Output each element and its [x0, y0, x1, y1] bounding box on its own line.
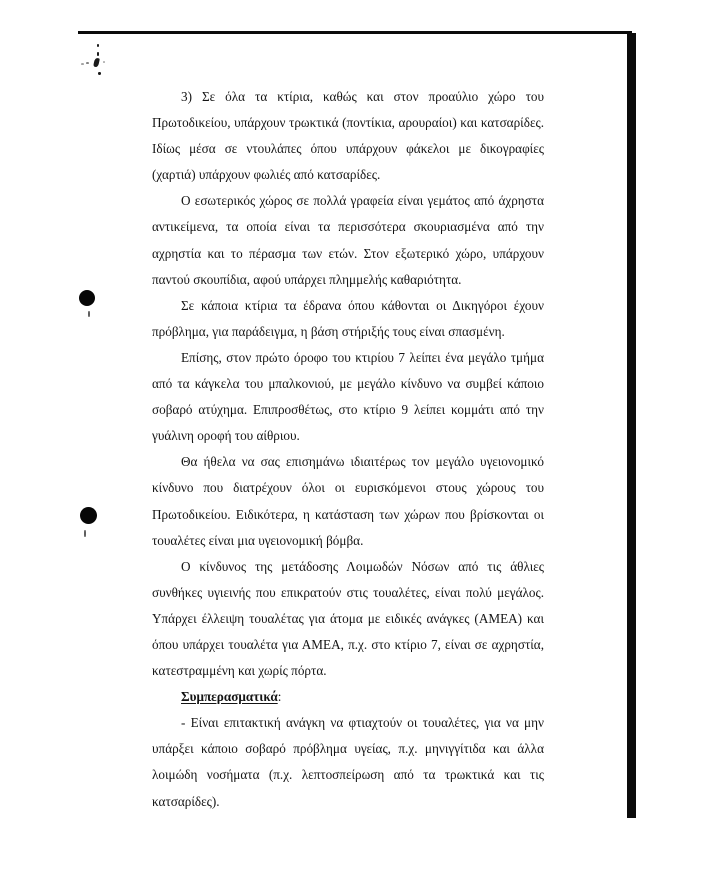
- paragraph-4: Επίσης, στον πρώτο όροφο του κτιρίου 7 λείπει ένα μεγάλο τμήμα από τα κάγκελα του μπαλκονιού, με μεγάλο κίνδυνο να συμβεί κάποιο σοβαρό ατύχημα. Επιπροσθέτως, στο κτίριο 9 λείπει κομμάτι από την γυάλινη οροφή του αίθριου.: [152, 349, 544, 444]
- hole-punch-mark-icon: [79, 290, 95, 306]
- hole-punch-mark-icon: [80, 507, 97, 524]
- conclusion-heading: [152, 684, 544, 710]
- conclusion-heading-colon: :: [277, 689, 282, 705]
- ink-speck-icon: [97, 44, 99, 47]
- ink-speck-icon: [86, 62, 89, 64]
- ink-speck-icon: [93, 58, 100, 68]
- ink-speck-icon: [97, 52, 99, 56]
- ink-speck-icon: [88, 311, 90, 317]
- conclusion-heading-label: Συμπερασματικά: [181, 689, 278, 705]
- paragraph-1: 3) Σε όλα τα κτίρια, καθώς και στον προαύλιο χώρο του Πρωτοδικείου, υπάρχουν τρωκτικά (ποντίκια, αρουραίοι) και κατσαρίδες. Ιδίως μέσα σε ντουλάπες όπου υπάρχουν φάκελοι με δικογραφίες (χαρτιά) υπάρχουν φωλιές από κατσαρίδες.: [152, 89, 544, 183]
- conclusion-paragraph-1: - Είναι επιτακτική ανάγκη να φτιαχτούν οι τουαλέτες, για να μην υπάρξει κάποιο σοβαρό πρόβλημα υγείας, π.χ. μηνιγγίτιδα και άλλα λοιμώδη νοσήματα (π.χ. λεπτοσπείρωση από τα τρωκτικά και τις κατσαρίδες).: [152, 715, 544, 809]
- paragraph-2: Ο εσωτερικός χώρος σε πολλά γραφεία είναι γεμάτος από άχρηστα αντικείμενα, τα οποία είναι τα περισσότερα σκουριασμένα από την αχρηστία και το πέρασμα των ετών. Στον εξωτερικό χώρο, υπάρχουν παντού σκουπίδια, αφού υπάρχει πλημμελής καθαριότητα.: [152, 193, 544, 287]
- ink-speck-icon: [81, 63, 84, 65]
- scan-edge-right-bar: [627, 33, 636, 818]
- paragraph-3: Σε κάποια κτίρια τα έδρανα όπου κάθονται οι Δικηγόροι έχουν πρόβλημα, για παράδειγμα, η βάση στήριξής τους είναι σπασμένη.: [152, 297, 544, 339]
- ink-speck-icon: [98, 72, 101, 75]
- ink-speck-icon: [84, 530, 86, 537]
- scan-edge-top-bar: [78, 31, 632, 34]
- paragraph-5: Θα ήθελα να σας επισημάνω ιδιαιτέρως τον μεγάλο υγειονομικό κίνδυνο που διατρέχουν όλοι οι ευρισκόμενοι στους χώρους του Πρωτοδικείου. Ειδικότερα, η κατάσταση των χώρων που βρίσκονται οι τουαλέτες είναι μια υγειονομική βόμβα.: [152, 454, 544, 548]
- ink-speck-icon: [103, 61, 105, 63]
- paragraph-6: Ο κίνδυνος της μετάδοσης Λοιμωδών Νόσων από τις άθλιες συνθήκες υγιεινής που επικρατούν στις τουαλέτες, είναι πολύ μεγάλος. Υπάρχει έλλειψη τουαλέτας για άτομα με ειδικές ανάγκες (ΑΜΕΑ) και όπου υπάρχει τουαλέτα για ΑΜΕΑ, π.χ. στο κτίριο 7, είναι σε αχρηστία, κατεστραμμένη και χωρίς πόρτα.: [152, 558, 544, 679]
- document-text-body: [152, 84, 544, 815]
